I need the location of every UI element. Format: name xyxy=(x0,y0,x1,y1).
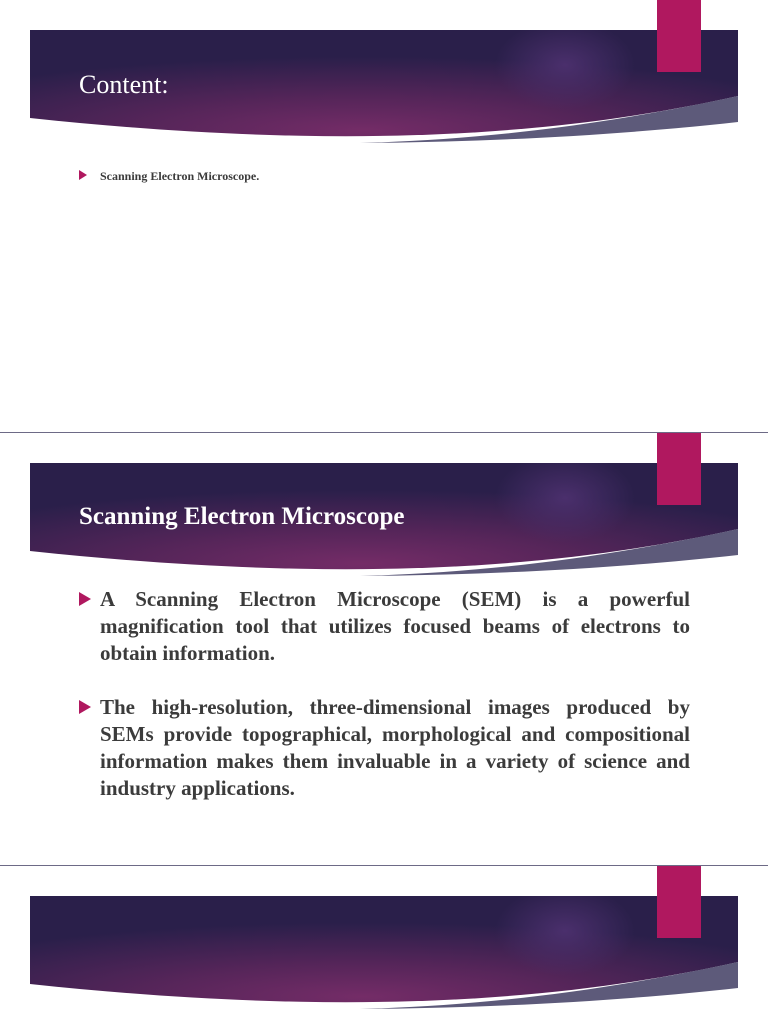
bullet-text: A Scanning Electron Microscope (SEM) is a powerful magnification tool that utilizes focused beams of electrons to obtain information. xyxy=(100,587,690,665)
triangle-bullet-icon xyxy=(79,700,91,714)
slide-sem xyxy=(0,433,768,865)
accent-tab xyxy=(657,433,701,505)
bullet-text: The high-resolution, three-dimensional images produced by SEMs provide topographical, morphological and compositional information makes them invaluable in a variety of science and industry applications. xyxy=(100,695,690,800)
slide-title: Scanning Electron Microscope xyxy=(79,503,405,530)
slide-title: Content: xyxy=(79,70,169,99)
accent-tab xyxy=(657,866,701,938)
list-item xyxy=(77,586,690,667)
bullet-text: Scanning Electron Microscope. xyxy=(100,169,260,183)
slide-content xyxy=(0,0,768,432)
accent-tab xyxy=(657,0,701,72)
list-item xyxy=(77,168,690,184)
bullet-list xyxy=(77,586,690,829)
triangle-bullet-icon xyxy=(79,170,87,180)
slide-next xyxy=(0,866,768,1024)
list-item xyxy=(77,694,690,802)
title-banner xyxy=(30,896,738,1012)
bullet-list xyxy=(77,168,690,184)
triangle-bullet-icon xyxy=(79,592,91,606)
